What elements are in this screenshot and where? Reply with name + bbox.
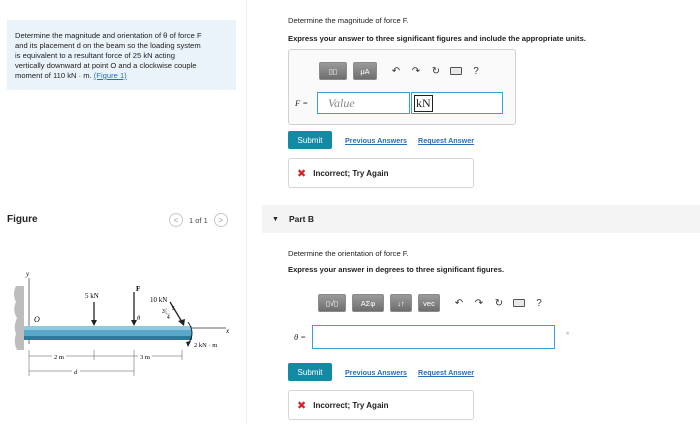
error-x-icon: ✖ [297, 167, 307, 180]
y-axis-label: y [26, 270, 30, 278]
part-a-unit-value: kN [416, 95, 431, 110]
part-a-unit-input[interactable] [411, 92, 503, 114]
part-b-previous-answers-link[interactable]: Previous Answers [345, 368, 408, 377]
point-o-label: O [34, 315, 40, 324]
template-sqrt-button[interactable]: ▯√▯ [318, 294, 346, 312]
couple-moment-arrowhead [186, 341, 191, 347]
part-a-request-answer-link[interactable]: Request Answer [418, 136, 475, 145]
part-b-toolbar [318, 294, 546, 312]
wall-support [14, 286, 24, 350]
part-b-feedback-text: Incorrect; Try Again [313, 400, 389, 410]
subscript-button[interactable]: ↓↑ [390, 294, 412, 312]
force-f-label: F [136, 285, 141, 293]
greek-button[interactable]: ΑΣφ [352, 294, 384, 312]
part-b-question: Determine the orientation of force F. [288, 249, 409, 258]
figure-heading: Figure [7, 214, 38, 225]
problem-line-3: is equivalent to a resultant force of 25 kN acting [15, 51, 175, 60]
dim-3m-label: 3 m [140, 354, 150, 361]
part-a-question: Determine the magnitude of force F. [288, 16, 409, 25]
help-icon[interactable]: ? [536, 297, 542, 309]
problem-line-1: Determine the magnitude and orientation of θ of force F [15, 31, 202, 40]
part-b-variable-label: θ = [294, 332, 307, 342]
part-a-feedback-text: Incorrect; Try Again [313, 168, 389, 178]
force-10kn-arrow [170, 302, 182, 322]
part-b-submit-button[interactable]: Submit [288, 363, 332, 381]
prev-figure-button[interactable]: < [169, 213, 183, 227]
redo-icon[interactable]: ↷ [474, 297, 484, 309]
keyboard-glyph [513, 299, 525, 307]
figure-pager [169, 213, 228, 227]
units-button[interactable]: μA [353, 62, 377, 80]
undo-icon[interactable]: ↶ [391, 65, 401, 77]
part-b-title: Part B [288, 214, 314, 224]
slope-5-label: 5 [172, 306, 175, 312]
part-b-instruction: Express your answer in degrees to three significant figures. [288, 265, 505, 274]
force-5kn-label: 5 kN [85, 292, 99, 300]
part-b-request-answer-link[interactable]: Request Answer [418, 368, 475, 377]
reset-icon[interactable]: ↻ [494, 297, 504, 309]
column-divider [246, 0, 247, 424]
part-b-value-input[interactable] [312, 325, 555, 349]
problem-line-5 [15, 71, 228, 81]
part-a-feedback [288, 158, 474, 188]
slope-4-label: 4 [167, 315, 170, 321]
beam-shadow [24, 336, 192, 340]
collapse-triangle-icon: ▼ [272, 215, 279, 223]
part-a-toolbar [319, 62, 483, 80]
force-10kn-arrowhead [178, 319, 185, 326]
beam-highlight [24, 326, 192, 330]
vector-button[interactable]: vec [418, 294, 440, 312]
undo-icon[interactable]: ↶ [454, 297, 464, 309]
template-button[interactable]: ▯▯ [319, 62, 347, 80]
beam-figure [10, 264, 242, 384]
keyboard-glyph [450, 67, 462, 75]
theta-label: θ [137, 315, 141, 322]
part-b-feedback [288, 390, 474, 420]
figure-link[interactable]: (Figure 1) [93, 71, 127, 80]
help-icon[interactable]: ? [473, 65, 479, 77]
force-10kn-label: 10 kN [150, 296, 168, 304]
dim-2m-label: 2 m [54, 354, 64, 361]
error-x-icon: ✖ [297, 399, 307, 412]
part-a-variable-label: F = [295, 98, 309, 108]
slope-3-label: 3 [162, 309, 165, 315]
part-a-submit-button[interactable]: Submit [288, 131, 332, 149]
dim-d-label: d [74, 369, 78, 376]
slope-triangle [166, 308, 170, 314]
redo-icon[interactable]: ↷ [411, 65, 421, 77]
part-a-answer-box [288, 49, 516, 125]
force-5kn-arrowhead [91, 320, 97, 326]
degree-unit-label: ° [566, 331, 570, 340]
figure-page-count: 1 of 1 [189, 215, 208, 225]
reset-icon[interactable]: ↻ [431, 65, 441, 77]
part-b-header[interactable] [262, 205, 700, 233]
next-figure-button[interactable]: > [214, 213, 228, 227]
problem-statement [7, 20, 236, 90]
x-axis-label: x [226, 327, 230, 335]
keyboard-icon[interactable] [512, 296, 526, 310]
keyboard-icon[interactable] [449, 64, 463, 78]
problem-line-2: and its placement d on the beam so the loading system [15, 41, 201, 50]
part-a-previous-answers-link[interactable]: Previous Answers [345, 136, 408, 145]
problem-line-4: vertically downward at point O and a clockwise couple [15, 61, 197, 70]
couple-moment-label: 2 kN · m [194, 342, 218, 349]
part-a-value-input[interactable]: Value [317, 92, 410, 114]
part-a-instruction: Express your answer to three significant figures and include the appropriate units. [288, 34, 586, 43]
problem-line-5-text: moment of 110 kN · m. [15, 71, 94, 80]
